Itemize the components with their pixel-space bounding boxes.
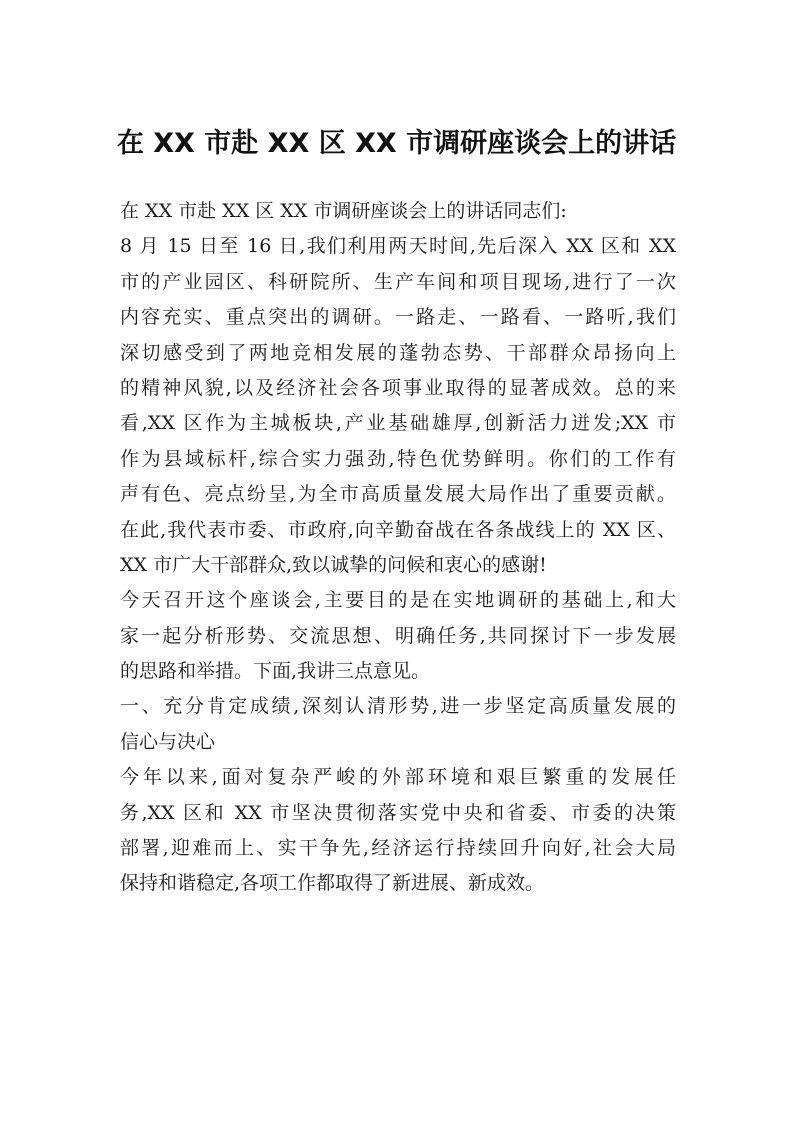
body-line: 8 月 15 日至 16 日,我们利用两天时间,先后深入 XX 区和 XX [120, 235, 676, 258]
body-line: 在 XX 市赴 XX 区 XX 市调研座谈会上的讲话同志们: [120, 200, 567, 222]
body-line: 在此,我代表市委、市政府,向辛勤奋战在各条战线上的 XX 区、 [120, 518, 676, 541]
body-line: 务,XX 区和 XX 市坚决贯彻落实党中央和省委、市委的决策 [120, 801, 676, 824]
body-line: 部署,迎难而上、实干争先,经济运行持续回升向好,社会大局 [120, 837, 676, 860]
body-line: 内容充实、重点突出的调研。一路走、一路看、一路听,我们 [120, 306, 676, 329]
body-line: 信心与决心 [120, 730, 216, 753]
body-line: 今年以来,面对复杂严峻的外部环境和艰巨繁重的发展任 [120, 766, 676, 789]
body-line: 深切感受到了两地竞相发展的蓬勃态势、干部群众昂扬向上 [120, 341, 676, 364]
body-line: 一、充分肯定成绩,深刻认清形势,进一步坚定高质量发展的 [120, 695, 676, 718]
body-line: 的精神风貌,以及经济社会各项事业取得的显著成效。总的来 [120, 376, 676, 399]
document-title: 在 XX 市赴 XX 区 XX 市调研座谈会上的讲话 [116, 128, 677, 159]
body-line: 看,XX 区作为主城板块,产业基础雄厚,创新活力迸发;XX 市 [120, 412, 676, 435]
body-line: 声有色、亮点纷呈,为全市高质量发展大局作出了重要贡献。 [120, 483, 676, 506]
body-line: XX 市广大干部群众,致以诚挚的问候和衷心的感谢! [120, 553, 547, 576]
body-line: 的思路和举措。下面,我讲三点意见。 [120, 660, 431, 683]
body-line: 作为县域标杆,综合实力强劲,特色优势鲜明。你们的工作有 [120, 447, 676, 470]
body-line: 市的产业园区、科研院所、生产车间和项目现场,进行了一次 [120, 270, 676, 293]
body-line: 家一起分析形势、交流思想、明确任务,共同探讨下一步发展 [120, 624, 676, 647]
document-body [120, 194, 676, 902]
body-line: 保持和谐稳定,各项工作都取得了新进展、新成效。 [120, 872, 545, 895]
body-line: 今天召开这个座谈会,主要目的是在实地调研的基础上,和大 [120, 589, 676, 612]
